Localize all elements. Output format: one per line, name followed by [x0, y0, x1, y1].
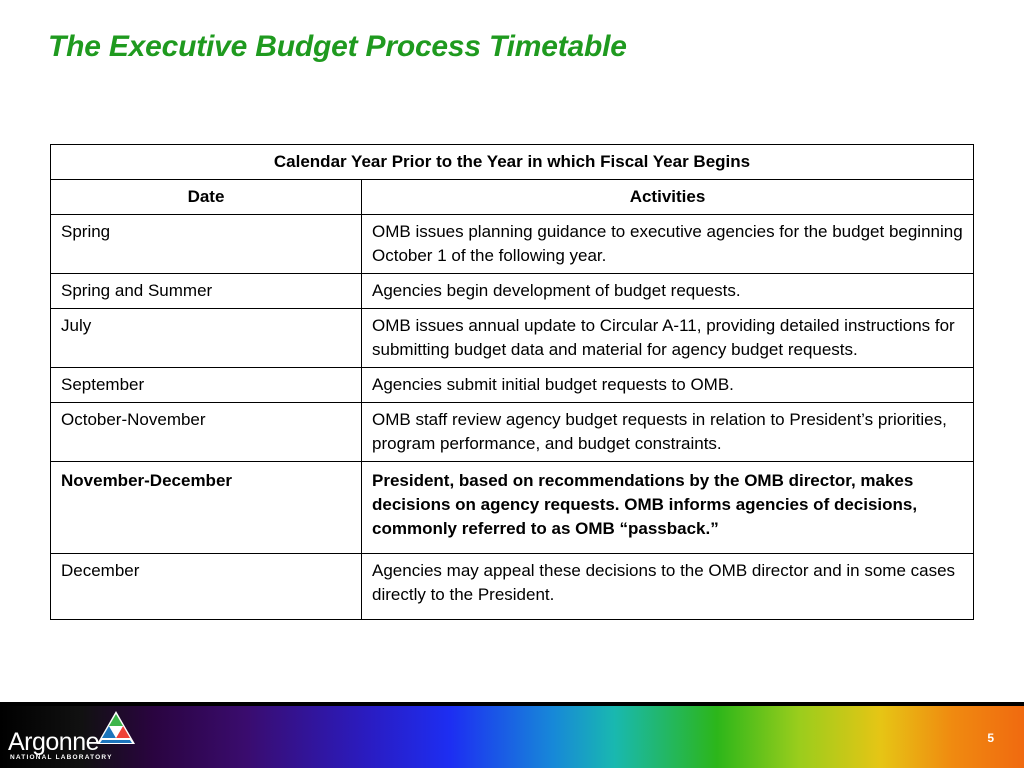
table-header-row [51, 180, 974, 215]
table-row [51, 215, 974, 274]
table-row [51, 309, 974, 368]
date-cell: Spring [51, 215, 362, 274]
footer-rainbow-bar [0, 702, 1024, 768]
argonne-triangle-icon [96, 710, 136, 746]
logo-wordmark: Argonne [8, 728, 100, 756]
activity-cell: Agencies begin development of budget requests. [362, 274, 974, 309]
activity-cell: Agencies submit initial budget requests to OMB. [362, 368, 974, 403]
date-cell: July [51, 309, 362, 368]
table-row [51, 368, 974, 403]
argonne-logo [8, 710, 148, 766]
date-cell: October-November [51, 403, 362, 462]
table-row [51, 554, 974, 620]
date-cell: September [51, 368, 362, 403]
column-header-date: Date [51, 180, 362, 215]
page-number: 5 [987, 731, 994, 745]
date-cell: December [51, 554, 362, 620]
activity-cell: OMB staff review agency budget requests in relation to President’s priorities, program performance, and budget constraints. [362, 403, 974, 462]
slide-title: The Executive Budget Process Timetable [48, 30, 627, 63]
footer-divider [0, 702, 1024, 706]
table-row [51, 274, 974, 309]
table-caption: Calendar Year Prior to the Year in which Fiscal Year Begins [51, 145, 974, 180]
budget-timetable [50, 144, 974, 620]
activity-cell: OMB issues annual update to Circular A-11, providing detailed instructions for submitting budget data and material for agency budget requests. [362, 309, 974, 368]
date-cell: November-December [51, 462, 362, 554]
table-caption-row [51, 145, 974, 180]
activity-cell: President, based on recommendations by the OMB director, makes decisions on agency requests. OMB informs agencies of decisions, commonly referred to as OMB “passback.” [362, 462, 974, 554]
table-row-highlighted [51, 462, 974, 554]
activity-cell: OMB issues planning guidance to executive agencies for the budget beginning October 1 of the following year. [362, 215, 974, 274]
logo-subtitle: NATIONAL LABORATORY [10, 754, 113, 761]
activity-cell: Agencies may appeal these decisions to the OMB director and in some cases directly to the President. [362, 554, 974, 620]
date-cell: Spring and Summer [51, 274, 362, 309]
table-row [51, 403, 974, 462]
column-header-activities: Activities [362, 180, 974, 215]
